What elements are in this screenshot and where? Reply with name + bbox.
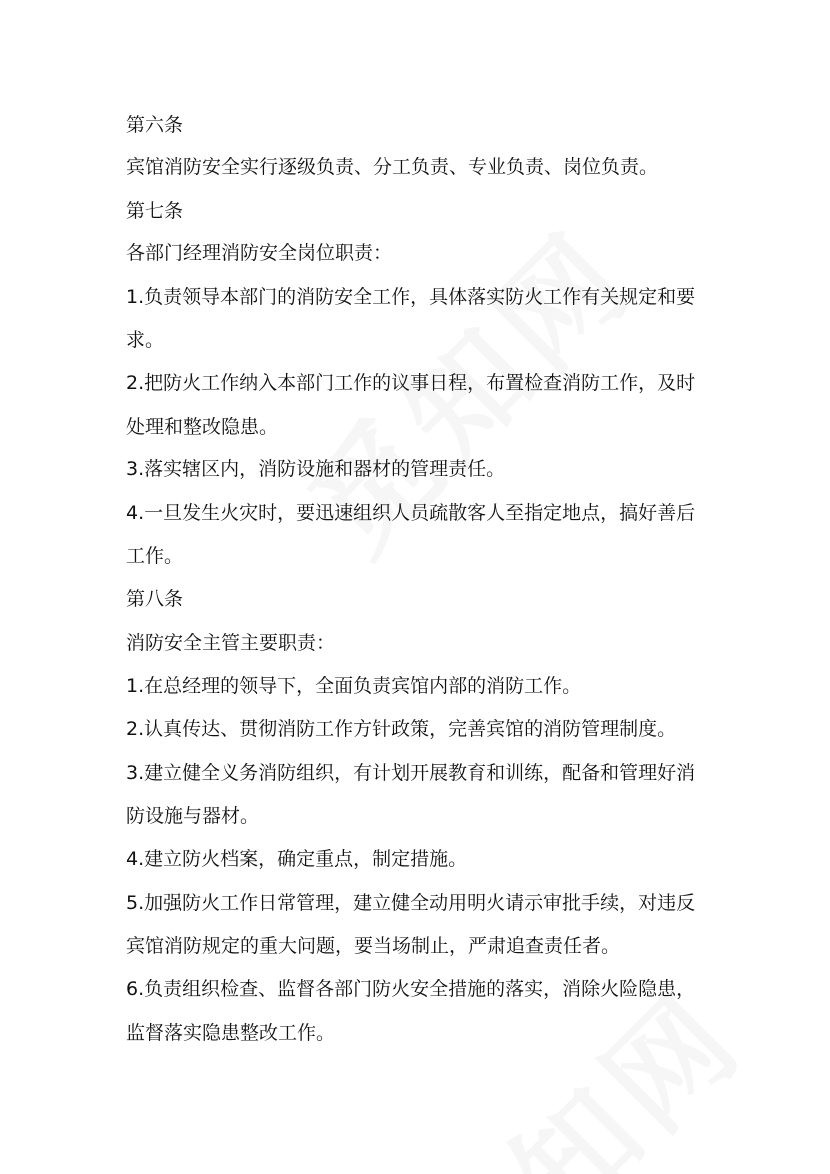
article-7-item-3: 3.落实辖区内，消防设施和器材的管理责任。 [126,458,506,480]
article-7-heading: 第七条 [126,200,184,222]
article-7-item-1-line-1: 1.负责领导本部门的消防安全工作，具体落实防火工作有关规定和要 [126,286,696,308]
article-8-item-5-line-2: 宾馆消防规定的重大问题，要当场制止，严肃追查责任者。 [126,935,621,957]
article-8-item-6-line-1: 6.负责组织检查、监督各部门防火安全措施的落实，消除火险隐患， [126,978,696,1000]
article-7-item-2-line-2: 处理和整改隐患。 [126,416,279,438]
article-8-item-3-line-2: 防设施与器材。 [126,805,260,827]
article-8-item-1: 1.在总经理的领导下，全面负责宾馆内部的消防工作。 [126,675,582,697]
article-8-item-2: 2.认真传达、贯彻消防工作方针政策，完善宾馆的消防管理制度。 [126,718,677,740]
article-8-item-3-line-1: 3.建立健全义务消防组织，有计划开展教育和训练，配备和管理好消 [126,762,696,784]
article-7-intro: 各部门经理消防安全岗位职责： [126,242,393,264]
article-8-item-6-line-2: 监督落实隐患整改工作。 [126,1022,336,1044]
article-8-heading: 第八条 [126,588,184,610]
article-7-item-1-line-2: 求。 [126,329,165,351]
article-7-item-2-line-1: 2.把防火工作纳入本部门工作的议事日程，布置检查消防工作，及时 [126,372,696,394]
article-7-item-4-line-2: 工作。 [126,545,184,567]
article-8-item-5-line-1: 5.加强防火工作日常管理，建立健全动用明火请示审批手续，对违反 [126,892,696,914]
article-6-heading: 第六条 [126,114,184,136]
article-6-text: 宾馆消防安全实行逐级负责、分工负责、专业负责、岗位负责。 [126,156,659,178]
article-8-item-4: 4.建立防火档案，确定重点，制定措施。 [126,848,468,870]
article-7-item-4-line-1: 4.一旦发生火灾时，要迅速组织人员疏散客人至指定地点，搞好善后 [126,502,696,524]
article-8-intro: 消防安全主管主要职责： [126,632,336,654]
